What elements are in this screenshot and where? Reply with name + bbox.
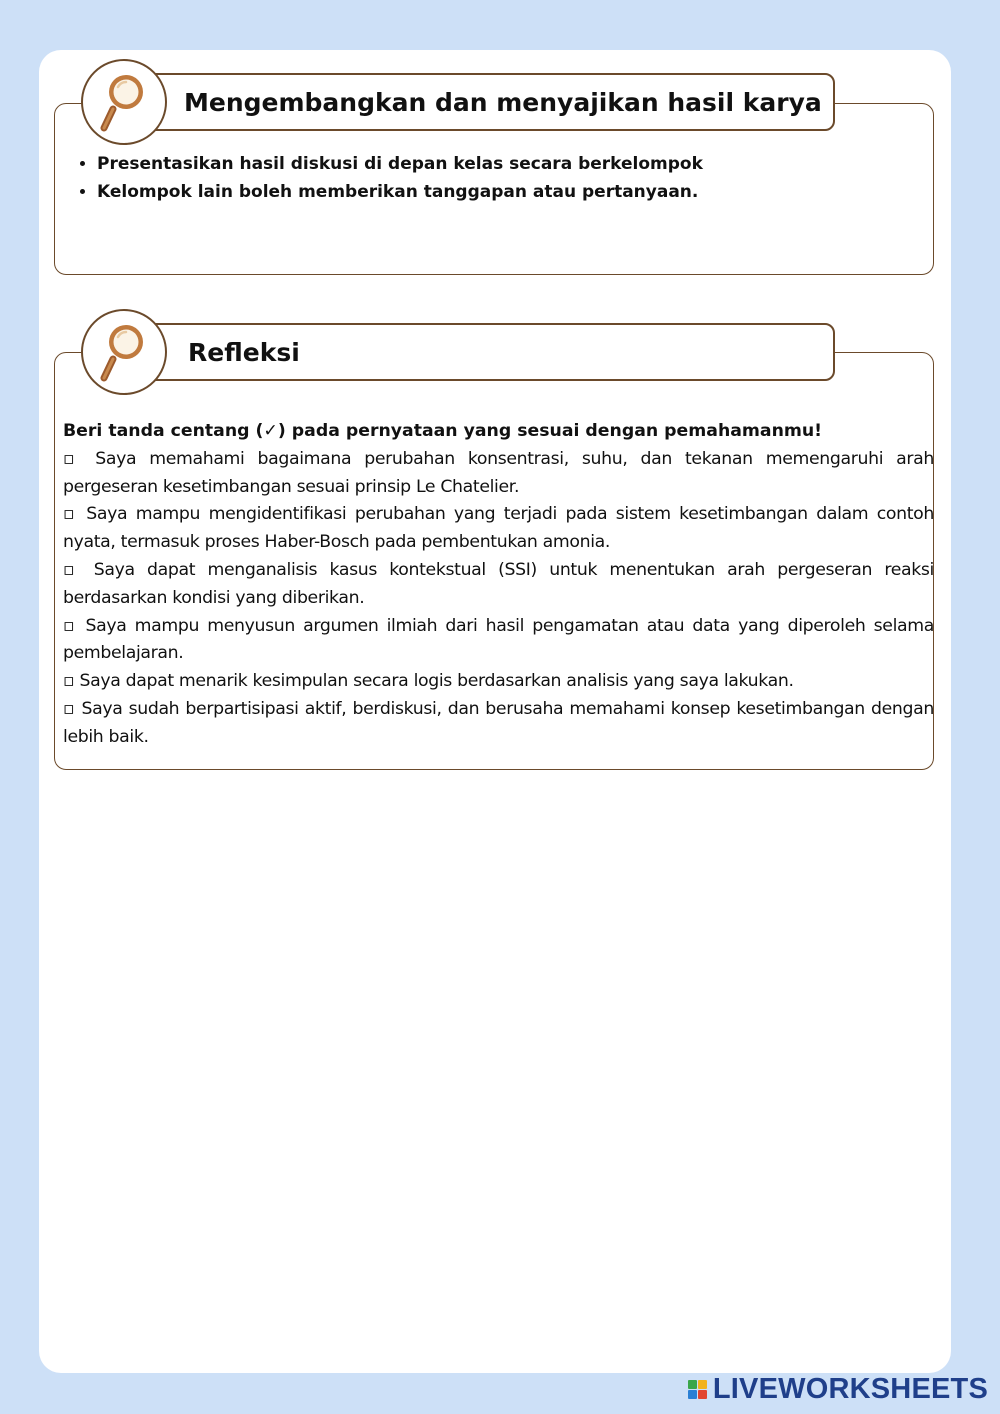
magnifying-glass-icon [81,59,167,145]
section-karya-title: Mengembangkan dan menyajikan hasil karya [184,87,822,117]
refleksi-checkbox-item[interactable]: ▫ Saya mampu menyusun argumen ilmiah dari hasil pengamatan atau data yang diperoleh selama pembelajaran. [63,615,934,664]
list-item: • Presentasikan hasil diskusi di depan kelas secara berkelompok [97,150,703,178]
refleksi-checkbox-item[interactable]: ▫ Saya sudah berpartisipasi aktif, berdiskusi, dan berusaha memahami konsep kesetimbangan dengan lebih baik. [63,698,934,747]
refleksi-instruction: Beri tanda centang (✓) pada pernyataan yang sesuai dengan pemahamanmu! [63,421,823,441]
section-karya-list [57,150,703,206]
liveworksheets-brand [688,1373,988,1406]
section-refleksi-title-bar [118,323,835,381]
logo-square [698,1390,707,1399]
refleksi-checkbox-item[interactable]: ▫ Saya memahami bagaimana perubahan konsentrasi, suhu, dan tekanan memengaruhi arah pergeseran kesetimbangan sesuai prinsip Le Chatelier. [63,448,934,497]
logo-square [688,1380,697,1389]
liveworksheets-logo-icon [688,1380,707,1399]
section-karya-title-bar [118,73,835,131]
logo-square [688,1390,697,1399]
refleksi-checkbox-item[interactable]: ▫ Saya mampu mengidentifikasi perubahan yang terjadi pada sistem kesetimbangan dalam contoh nyata, termasuk proses Haber-Bosch pada pembentukan amonia. [63,504,934,553]
refleksi-checkbox-item[interactable]: ▫ Saya dapat menarik kesimpulan secara logis berdasarkan analisis yang saya lakukan. [63,671,794,692]
magnifying-glass-icon [81,309,167,395]
section-refleksi-title: Refleksi [188,337,300,367]
refleksi-content [63,418,934,752]
refleksi-checkbox-item[interactable]: ▫ Saya dapat menganalisis kasus kontekstual (SSI) untuk menentukan arah pergeseran reaksi berdasarkan kondisi yang diberikan. [63,559,934,608]
list-item: • Kelompok lain boleh memberikan tanggapan atau pertanyaan. [97,178,703,206]
liveworksheets-wordmark: LIVEWORKSHEETS [712,1373,988,1405]
logo-square [698,1380,707,1389]
